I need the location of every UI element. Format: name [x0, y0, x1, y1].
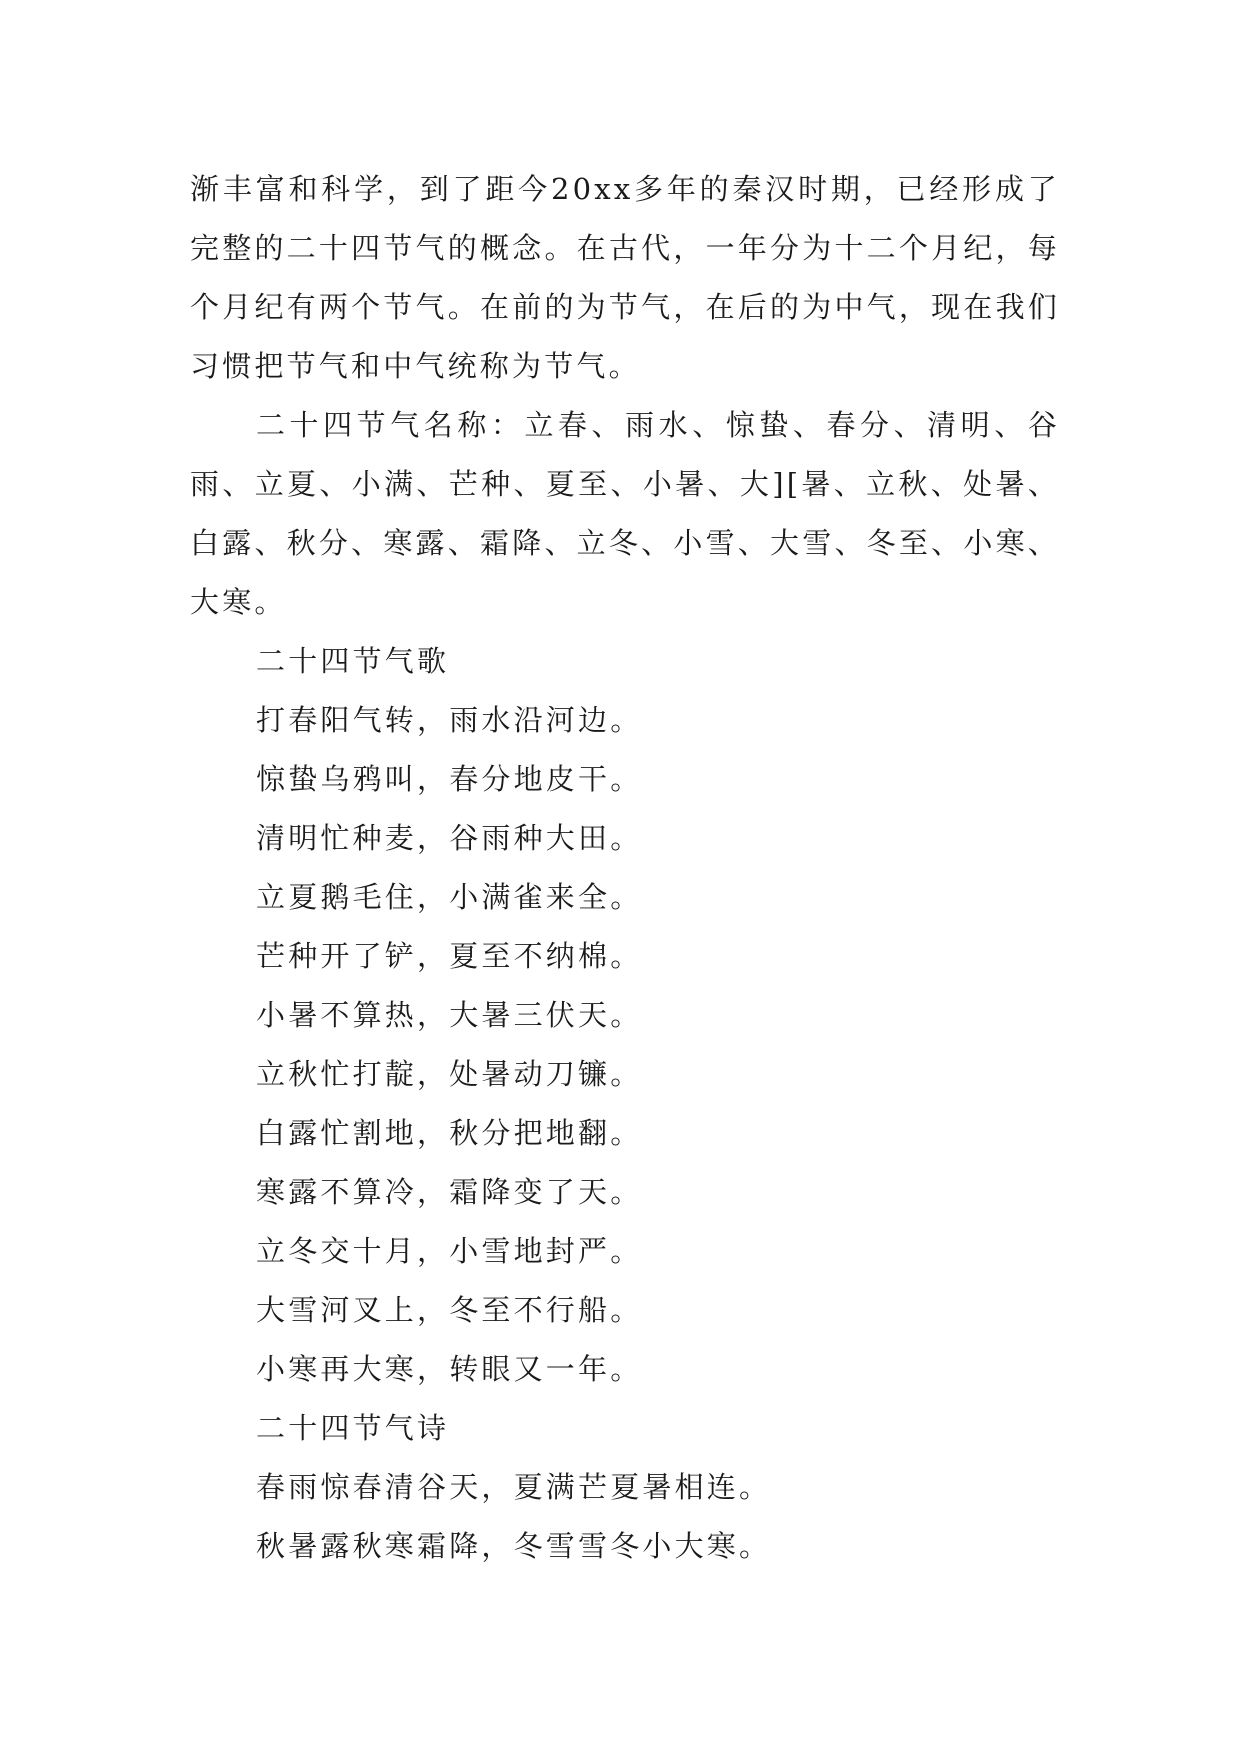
poem-line: 秋暑露秋寒霜降，冬雪雪冬小大寒。	[256, 1529, 772, 1563]
song-line: 芒种开了铲，夏至不纳棉。	[256, 939, 643, 973]
song-line: 立冬交十月，小雪地封严。	[256, 1234, 643, 1268]
song-line: 小暑不算热，大暑三伏天。	[256, 998, 643, 1032]
song-line: 白露忙割地，秋分把地翻。	[256, 1116, 643, 1150]
song-title: 二十四节气歌	[256, 644, 450, 678]
song-line: 大雪河叉上，冬至不行船。	[256, 1293, 643, 1327]
solar-terms-names-paragraph: 二十四节气名称：立春、雨水、惊蛰、春分、清明、谷雨、立夏、小满、芒种、夏至、小暑、大][暑、立秋、处暑、白露、秋分、寒露、霜降、立冬、小雪、大雪、冬至、小寒、大寒。	[190, 408, 1060, 619]
song-line: 小寒再大寒，转眼又一年。	[256, 1352, 643, 1386]
document-page	[190, 160, 1060, 1576]
poem-line: 春雨惊春清谷天，夏满芒夏暑相连。	[256, 1470, 772, 1504]
song-line: 清明忙种麦，谷雨种大田。	[256, 821, 643, 855]
song-line: 惊蛰乌鸦叫，春分地皮干。	[256, 762, 643, 796]
poem-title: 二十四节气诗	[256, 1411, 450, 1445]
intro-paragraph: 渐丰富和科学，到了距今20xx多年的秦汉时期，已经形成了完整的二十四节气的概念。在古代，一年分为十二个月纪，每个月纪有两个节气。在前的为节气，在后的为中气，现在我们习惯把节气和中气统称为节气。	[190, 172, 1060, 383]
song-line: 立夏鹅毛住，小满雀来全。	[256, 880, 643, 914]
song-line: 打春阳气转，雨水沿河边。	[256, 703, 643, 737]
song-line: 寒露不算冷，霜降变了天。	[256, 1175, 643, 1209]
song-line: 立秋忙打靛，处暑动刀镰。	[256, 1057, 643, 1091]
